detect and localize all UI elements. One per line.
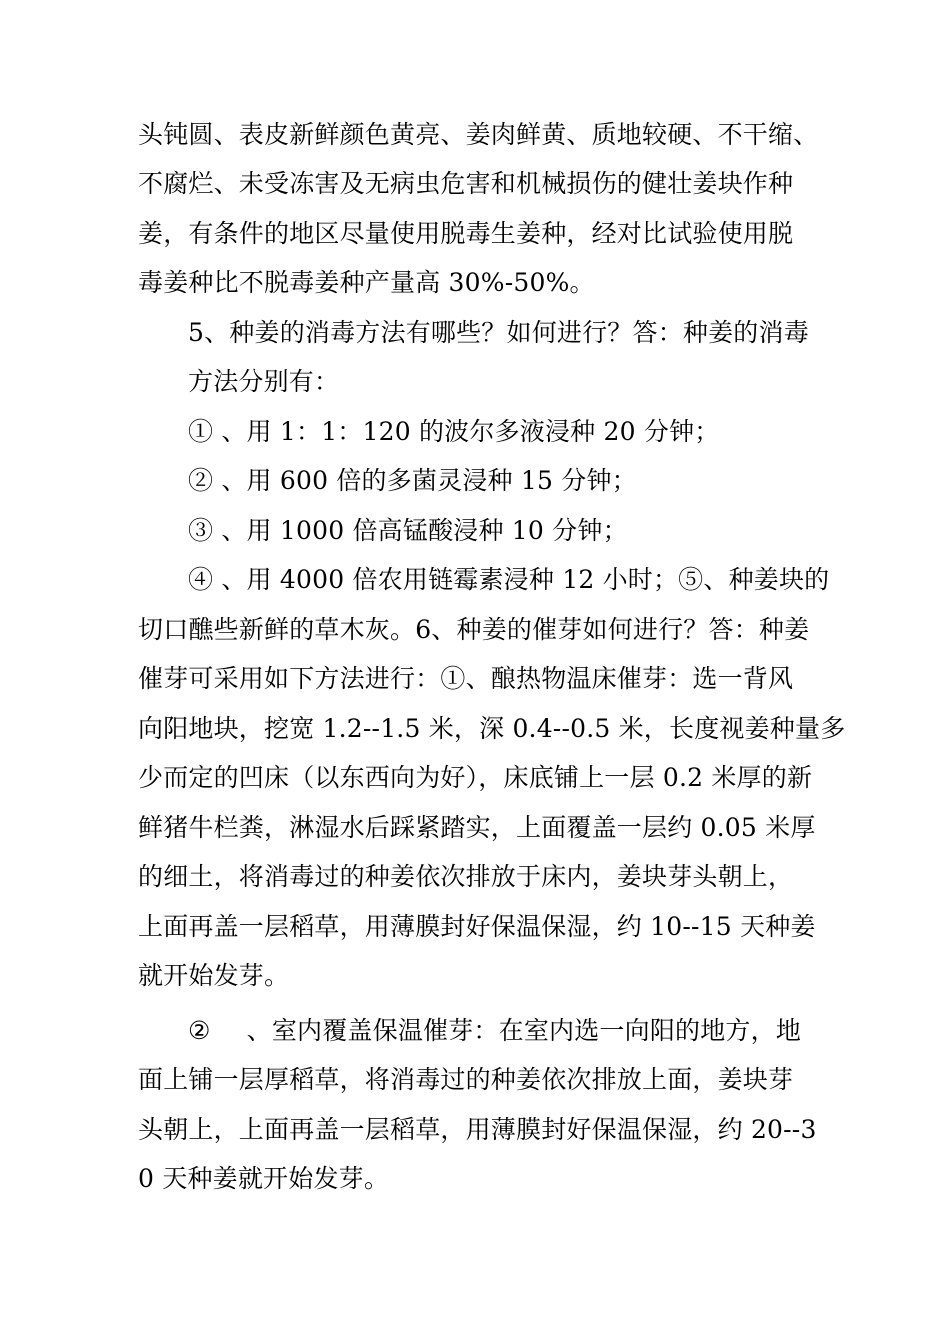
text-line: 姜，有条件的地区尽量使用脱毒生姜种，经对比试验使用脱	[138, 219, 794, 248]
text-line: 切口醮些新鲜的草木灰。6、种姜的催芽如何进行？答：种姜	[138, 615, 810, 644]
text-line: 头朝上，上面再盖一层稻草，用薄膜封好保温保湿，约 20--3	[138, 1115, 817, 1144]
list-item	[188, 1016, 801, 1046]
list-item: ③ 、用 1000 倍高锰酸浸种 10 分钟；	[188, 516, 628, 545]
text-line: 0 天种姜就开始发芽。	[138, 1164, 390, 1193]
text-line: 方法分别有：	[188, 367, 340, 396]
text-line: 就开始发芽。	[138, 961, 290, 990]
text-line: 头钝圆、表皮新鲜颜色黄亮、姜肉鲜黄、质地较硬、不干缩、	[138, 120, 819, 149]
text-line: 不腐烂、未受冻害及无病虫危害和机械损伤的健壮姜块作种	[138, 169, 794, 198]
text-line: 少而定的凹床（以东西向为好），床底铺上一层 0.2 米厚的新	[138, 763, 813, 792]
text-line: 面上铺一层厚稻草，将消毒过的种姜依次排放上面，姜块芽	[138, 1065, 794, 1094]
list-item: ② 、用 600 倍的多菌灵浸种 15 分钟；	[188, 466, 637, 495]
list-item-text: 、室内覆盖保温催芽：在室内选一向阳的地方，地	[246, 1016, 802, 1045]
list-marker: ②	[188, 1016, 211, 1045]
list-item: ④ 、用 4000 倍农用链霉素浸种 12 小时；⑤、种姜块的	[188, 565, 830, 594]
text-line: 的细土，将消毒过的种姜依次排放于床内，姜块芽头朝上，	[138, 862, 794, 891]
text-line: 毒姜种比不脱毒姜种产量高 30%-50%。	[138, 268, 595, 297]
text-line: 上面再盖一层稻草，用薄膜封好保温保湿，约 10--15 天种姜	[138, 912, 816, 941]
text-line: 鲜猪牛栏粪，淋湿水后踩紧踏实，上面覆盖一层约 0.05 米厚	[138, 813, 816, 842]
question-heading: 5、种姜的消毒方法有哪些？如何进行？答：种姜的消毒	[188, 318, 809, 347]
list-item: ① 、用 1：1：120 的波尔多液浸种 20 分钟；	[188, 417, 720, 446]
text-line: 向阳地块，挖宽 1.2--1.5 米，深 0.4--0.5 米，长度视姜种量多	[138, 714, 846, 743]
text-line: 催芽可采用如下方法进行：①、酿热物温床催芽：选一背风	[138, 664, 794, 693]
